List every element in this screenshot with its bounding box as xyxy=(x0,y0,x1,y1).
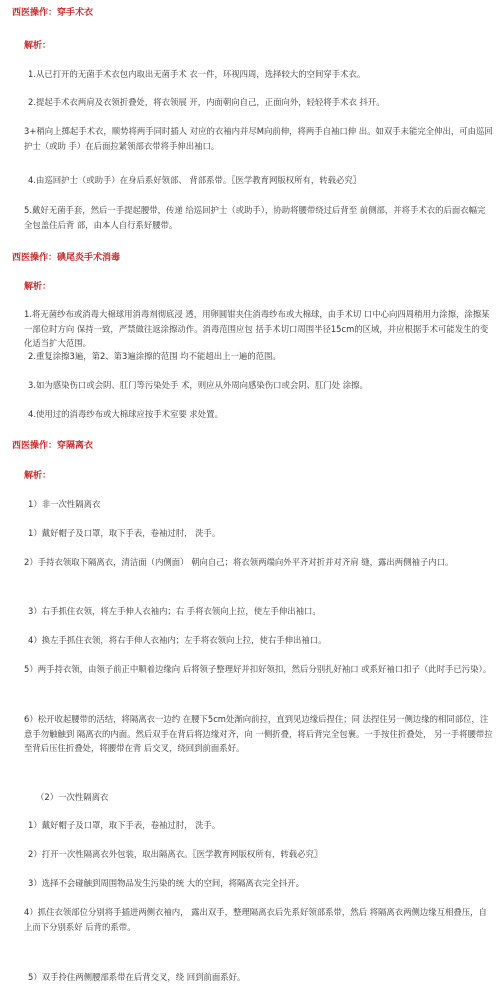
paragraph: 5）两手持衣领，由领子前正中顺着边缘向 后将领子整理好并扣好领扣，然后分别扎好袖口 或系好袖口扣子（此时手已污染）。 xyxy=(24,664,492,674)
paragraph: 6）松开收起腰带的活结，将隔离衣一边约 在腰下5cm处渐向前拉，直到见边缘后捏住；同 法捏住另一侧边缘的相同部位，注意手勿触触到 隔离衣的内面。然后双手在背后将边缘对齐，向 一侧折叠，将后背完全包裹。一手按住折叠处， 另一手将腰带拉至背后压住折叠处，将腰带在背 后交叉，绕回到前面系好。 xyxy=(24,714,493,753)
section-title-disinfection: 西医操作：碘尾炎手术消毒 xyxy=(12,253,121,263)
paragraph: 4.使用过的消毒纱布或大棉球应按手术室要 求处置。 xyxy=(28,409,223,419)
paragraph: 4.由巡回护士（或助手）在身后系好领部、 背部系带。〖医学教育网版权所有，转载必究〗 xyxy=(28,175,362,185)
paragraph: 1）戴好帽子及口罩，取下手表，卷袖过肘， 洗手。 xyxy=(28,820,221,830)
paragraph: 4）抓住衣领部位分别将手插进两侧衣袖内， 露出双手，整理隔离衣后先系好领部系带，然后 将隔离衣两侧边缘互相叠压，自上而下分别系好 后背的系带。 xyxy=(24,907,487,932)
paragraph: 3）右手抓住衣领，将左手伸人衣袖内；右 手将衣领向上拉，使左手伸出袖口。 xyxy=(28,606,321,616)
section-title-gown: 西医操作：穿手术衣 xyxy=(12,8,94,18)
paragraph: 3）选择不会碰触到周围物品发生污染的统 大的空间，将隔离衣完全抖开。 xyxy=(28,878,304,888)
section-title-isolation-gown: 西医操作：穿隔离衣 xyxy=(12,441,94,451)
subheading: 1）非一次性隔离衣 xyxy=(28,499,101,509)
paragraph: 2.提起手术衣两肩及衣领折叠处，将衣领展 开，内面朝向自己，正面向外，轻轻将手术衣 抖开。 xyxy=(28,97,385,107)
paragraph: 1）戴好帽子及口罩，取下手表，卷袖过肘， 洗手。 xyxy=(28,528,221,538)
paragraph: 3+稍向上掷起手术衣，顺势将两手同时插人 对应的衣袖内并尽M向前伸，将两手自袖口伸 出。如双手未能完全伸出，可由巡回护士（或助 手）在后面拉紧领部衣带将手伸出袖口。 xyxy=(24,126,493,151)
paragraph: 2.重复涂擦3遍，第2、第3遍涂擦的范围 均不能超出上一遍的范围。 xyxy=(28,351,281,361)
subheading: （2）一次性隔离衣 xyxy=(36,792,109,802)
analysis-label: 解析： xyxy=(24,41,52,51)
paragraph: 2）打开一次性隔离衣外包装，取出隔离衣。〖医学教育网版权所有，转载必究〗 xyxy=(28,849,323,859)
analysis-label: 解析： xyxy=(24,471,52,481)
paragraph: 2）手持衣领取下隔离衣，清洁面（内侧面） 朝向自己；将衣领两端向外平齐对折并对齐肩 缝，露出两侧袖子内口。 xyxy=(24,557,454,567)
paragraph: 4）换左手抓住衣领，将右手伸人衣袖内；左手将衣领向上拉，使右手伸出袖口。 xyxy=(28,635,327,645)
paragraph: 5）双手拎住两侧腰部系带在后背交叉，绕 回到前面系好。 xyxy=(28,972,246,982)
analysis-label: 解析： xyxy=(24,282,52,292)
paragraph: 3.如为感染伤口或会阴、肛门等污染处手 术，则应从外周向感染伤口或会阴、肛门处 涂擦。 xyxy=(28,380,368,390)
paragraph: 1.将无菌纱布或消毒大棉球用消毒剂彻底浸 透，用卵圆钳夹住消毒纱布或大棉球，由手术切 口中心向四周稍用力涂擦，涂擦某一部位时方向 保持一致，严禁做往返涂擦动作。消毒范围应包 括手术切口周围半径15cm的区域，并应根据手术可能发生的变化适当扩大范围。 xyxy=(24,309,490,348)
paragraph: 1.从已打开的无菌手术衣包内取出无菌手术 衣一件，环视四周，选择较大的空间穿手术衣。 xyxy=(28,69,366,79)
paragraph: 5.戴好无菌手套，然后一手提起腰带，传递 给巡回护士（或助手），协助将腰带绕过后背至 前侧部，并将手术衣的后面衣幅完全包盖住后背 部，由本人自行系好腰带。 xyxy=(24,205,486,230)
